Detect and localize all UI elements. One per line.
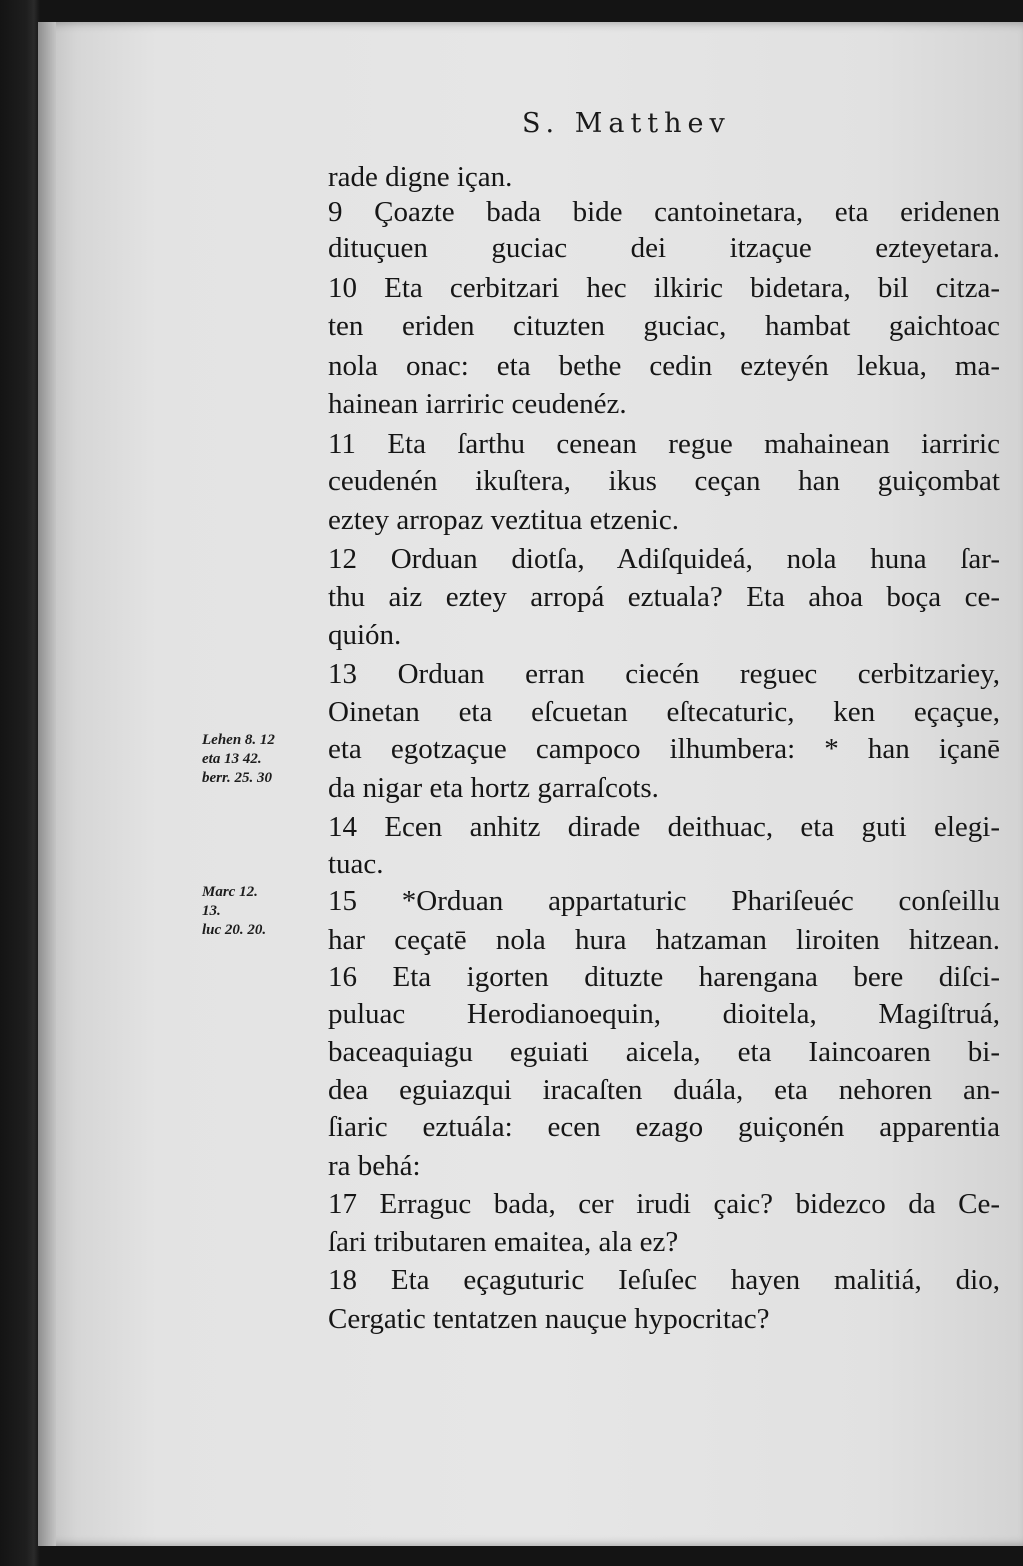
text-line: dituçuen guciac dei itzaçue ezteyetara. bbox=[328, 232, 1000, 264]
text-line: 14 Ecen anhitz dirade deithuac, eta guti elegi- bbox=[328, 811, 1000, 843]
text-line: nola onac: eta bethe cedin ezteyén lekua, ma- bbox=[328, 350, 1000, 382]
text-line: ten eriden cituzten guciac, hambat gaichtoac bbox=[328, 310, 1000, 342]
page-gutter bbox=[38, 22, 56, 1546]
book-page bbox=[38, 22, 1023, 1546]
text-line: ſiaric eztuála: ecen ezago guiçonén apparentia bbox=[328, 1111, 1000, 1143]
text-line: 10 Eta cerbitzari hec ilkiric bidetara, bil citza- bbox=[328, 272, 1000, 304]
text-line: 15 *Orduan appartaturic Phariſeuéc conſeillu bbox=[328, 885, 1000, 917]
text-line: Cergatic tentatzen nauçue hypocritac? bbox=[328, 1303, 770, 1335]
text-line: ceudenén ikuſtera, ikus ceçan han guiçombat bbox=[328, 465, 1000, 497]
text-line: da nigar eta hortz garraſcots. bbox=[328, 772, 659, 804]
margin-note: Lehen 8. 12 bbox=[202, 732, 275, 748]
margin-note: 13. bbox=[202, 903, 221, 919]
text-line: baceaquiagu eguiati aicela, eta Iaincoaren bi- bbox=[328, 1036, 1000, 1068]
text-line: quión. bbox=[328, 619, 402, 651]
text-line: Oinetan eta eſcuetan eſtecaturic, ken eçaçue, bbox=[328, 696, 1000, 728]
text-line: 12 Orduan diotſa, Adiſquideá, nola huna ſar- bbox=[328, 543, 1000, 575]
text-line: dea eguiazqui iracaſten duála, eta nehoren an- bbox=[328, 1074, 1000, 1106]
text-line: thu aiz eztey arropá eztuala? Eta ahoa boça ce- bbox=[328, 581, 1000, 613]
text-line: 16 Eta igorten dituzte harengana bere diſci- bbox=[328, 961, 1000, 993]
margin-note: luc 20. 20. bbox=[202, 922, 267, 938]
running-head: S. Matthev bbox=[522, 108, 731, 139]
margin-note: eta 13 42. bbox=[202, 751, 262, 767]
text-line: tuac. bbox=[328, 848, 384, 880]
text-line: ſari tributaren emaitea, ala ez? bbox=[328, 1226, 679, 1258]
text-line: 9 Çoazte bada bide cantoinetara, eta eridenen bbox=[328, 196, 1000, 228]
text-line: hainean iarriric ceudenéz. bbox=[328, 388, 627, 420]
text-line: rade digne içan. bbox=[328, 161, 513, 193]
text-line: 18 Eta eçaguturic Ieſuſec hayen malitiá, dio, bbox=[328, 1264, 1000, 1296]
text-line: 17 Erraguc bada, cer irudi çaic? bidezco da Ce- bbox=[328, 1188, 1000, 1220]
text-line: har ceçatē nola hura hatzaman liroiten hitzean. bbox=[328, 924, 1000, 956]
margin-note: berr. 25. 30 bbox=[202, 770, 273, 786]
text-line: eztey arropaz veztitua etzenic. bbox=[328, 504, 679, 536]
text-line: ra behá: bbox=[328, 1150, 421, 1182]
text-line: puluac Herodianoequin, dioitela, Magiſtruá, bbox=[328, 998, 1000, 1030]
text-line: 11 Eta ſarthu cenean regue mahainean iarriric bbox=[328, 428, 1000, 460]
margin-note: Marc 12. bbox=[202, 884, 258, 900]
text-line: eta egotzaçue campoco ilhumbera: * han içanē bbox=[328, 733, 1000, 765]
text-line: 13 Orduan erran ciecén reguec cerbitzariey, bbox=[328, 658, 1000, 690]
